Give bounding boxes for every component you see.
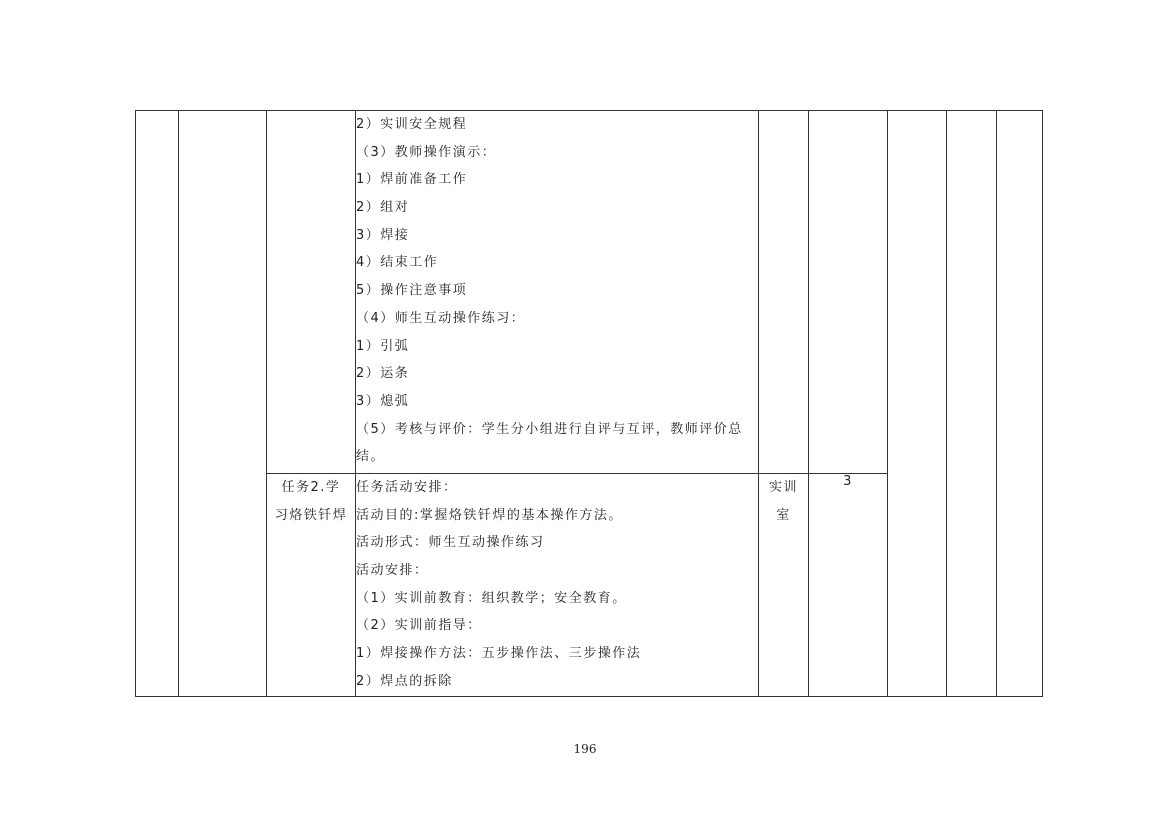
content-line: （4）师生互动操作练习： [356, 310, 526, 326]
content-line: 2）组对 [356, 200, 410, 216]
task2-content-cell [356, 474, 759, 697]
content-line: 2）焊点的拆除 [356, 673, 453, 689]
col7-cell [888, 111, 947, 697]
content-line: 任务活动安排： [356, 480, 458, 495]
col1-cell [136, 111, 179, 697]
content-line: 5）操作注意事项 [356, 283, 468, 299]
task1-location-cell [759, 111, 809, 474]
task2-name-cell [267, 474, 356, 697]
curriculum-table [135, 110, 1043, 697]
content-line: 1）引弧 [356, 338, 410, 354]
task1-name-cell [267, 111, 356, 474]
task2-name [275, 474, 348, 530]
task2-location [769, 474, 798, 530]
content-line: 活动目的:掌握烙铁钎焊的基本操作方法。 [356, 507, 623, 523]
content-line: 结。 [356, 449, 386, 465]
col2-cell [179, 111, 267, 697]
content-line: 3）焊接 [356, 227, 410, 243]
content-line: （5）考核与评价：学生分小组进行自评与互评，教师评价总 [356, 421, 743, 437]
col9-cell [997, 111, 1043, 697]
task2-location-line: 实训 [768, 480, 798, 495]
content-line: （1）实训前教育：组织教学；安全教育。 [356, 590, 627, 606]
page-number: 196 [573, 742, 597, 756]
task2-name-line: 习烙铁钎焊 [274, 508, 348, 523]
content-line: 1）焊前准备工作 [356, 172, 468, 188]
content-line: 2）运条 [356, 366, 410, 382]
task2-hours-cell [809, 474, 888, 697]
content-line: 3）熄弧 [356, 393, 410, 409]
task1-hours-cell [809, 111, 888, 474]
task2-hours: 3 [843, 474, 853, 489]
content-line: 2）实训安全规程 [356, 117, 468, 132]
task2-location-cell [759, 474, 809, 697]
content-line: 1）焊接操作方法：五步操作法、三步操作法 [356, 646, 642, 662]
col8-cell [947, 111, 997, 697]
task2-location-line: 室 [776, 508, 791, 523]
content-line: 活动形式：师生互动操作练习 [356, 535, 545, 551]
content-line: （3）教师操作演示： [356, 144, 497, 160]
content-line: 活动安排： [356, 563, 429, 579]
content-line: 4）结束工作 [356, 255, 439, 271]
task1-content-cell [356, 111, 759, 474]
content-line: （2）实训前指导： [356, 618, 482, 634]
task2-name-line: 任务2.学 [281, 480, 341, 495]
